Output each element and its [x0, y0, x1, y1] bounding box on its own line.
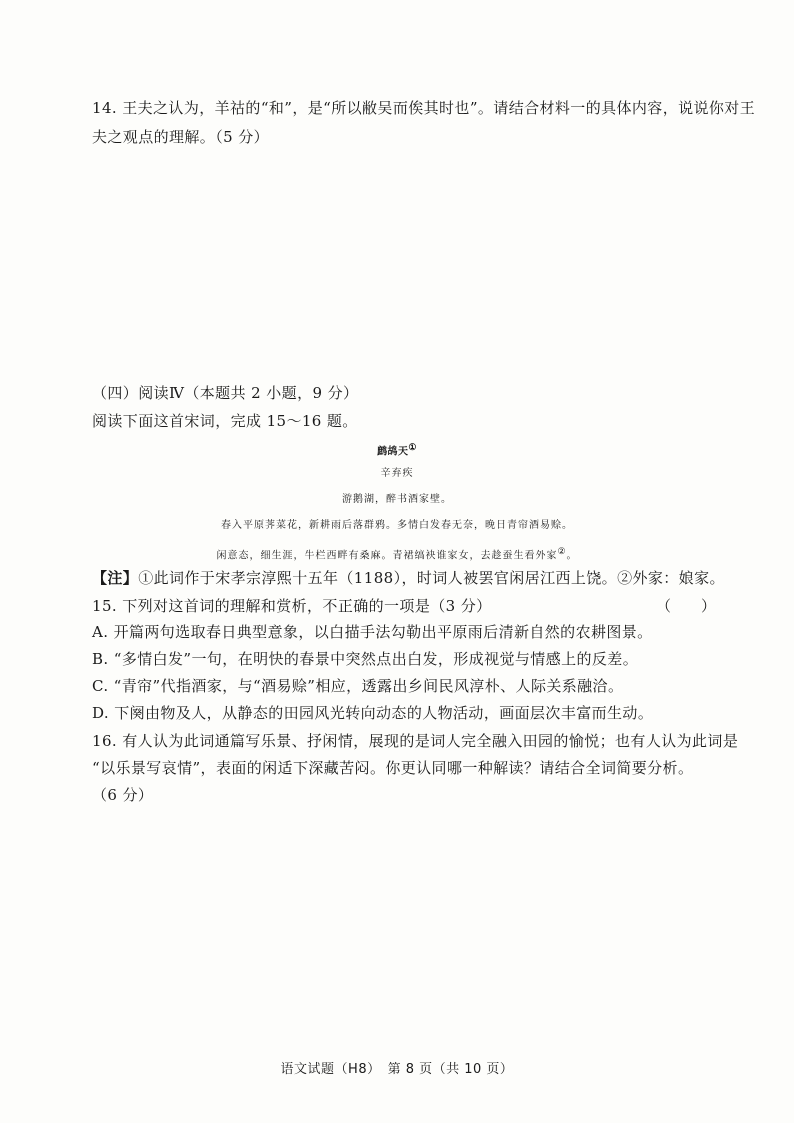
poem-author: 辛弃疾 [380, 468, 414, 479]
poem-line-2-end: 。 [566, 550, 578, 562]
poem-line-1: 春入平原荠菜花，新耕雨后落群鸦。多情白发春无奈，晚日青帘酒易赊。 [221, 520, 573, 531]
q16-line-2: “以乐景写哀情”，表面的闲适下深藏苦闷。你更认同哪一种解读？请结合全词简要分析。 [92, 759, 694, 777]
page-footer: 语文试题（H8） 第 8 页（共 10 页） [280, 1062, 514, 1077]
q16-line-3: （6 分） [92, 786, 154, 804]
q15-answer-paren[interactable]: （ ） [656, 597, 717, 615]
q14-line-1: 14. 王夫之认为，羊祜的“和”，是“所以敝吴而俟其时也”。请结合材料一的具体内容，说说你对王 [92, 99, 756, 117]
q15-option-a: A. 开篇两句选取春日典型意象，以白描手法勾勒出平原雨后清新自然的农耕图景。 [92, 623, 653, 641]
poem-notes [92, 568, 725, 588]
q15-option-d: D. 下阕由物及人，从静态的田园风光转向动态的人物活动，画面层次丰富而生动。 [92, 704, 654, 722]
section-4-instruction: 阅读下面这首宋词，完成 15～16 题。 [92, 412, 358, 430]
poem-title-note: ① [408, 443, 417, 453]
poem-line-2-text: 闲意态，细生涯，牛栏西畔有桑麻。青裙缟袂谁家女，去趁蚕生看外家 [216, 550, 558, 562]
poem-line-2-note: ② [557, 547, 567, 557]
poem-title [0, 438, 794, 462]
poem-line-2 [0, 542, 794, 566]
q16-line-1: 16. 有人认为此词通篇写乐景、抒闲情，展现的是词人完全融入田园的愉悦；也有人认为此词是 [92, 732, 739, 750]
q14-line-2: 夫之观点的理解。（5 分） [92, 128, 270, 146]
q15-stem: 15. 下列对这首词的理解和赏析，不正确的一项是（3 分） [92, 597, 492, 615]
notes-label: 【注】 [92, 569, 139, 587]
poem-subtitle: 游鹅湖，醉书酒家壁。 [342, 494, 452, 505]
poem-title-text: 鹧鸪天 [377, 446, 409, 458]
q15-option-c: C. “青帘”代指酒家，与“酒易赊”相应，透露出乡间民风淳朴、人际关系融洽。 [92, 677, 624, 695]
section-4-heading: （四）阅读Ⅳ（本题共 2 小题，9 分） [92, 384, 359, 402]
notes-text: ①此词作于宋孝宗淳熙十五年（1188），时词人被罢官闲居江西上饶。②外家：娘家。 [138, 569, 725, 587]
q15-option-b: B. “多情白发”一句，在明快的春景中突然点出白发，形成视觉与情感上的反差。 [92, 650, 639, 668]
